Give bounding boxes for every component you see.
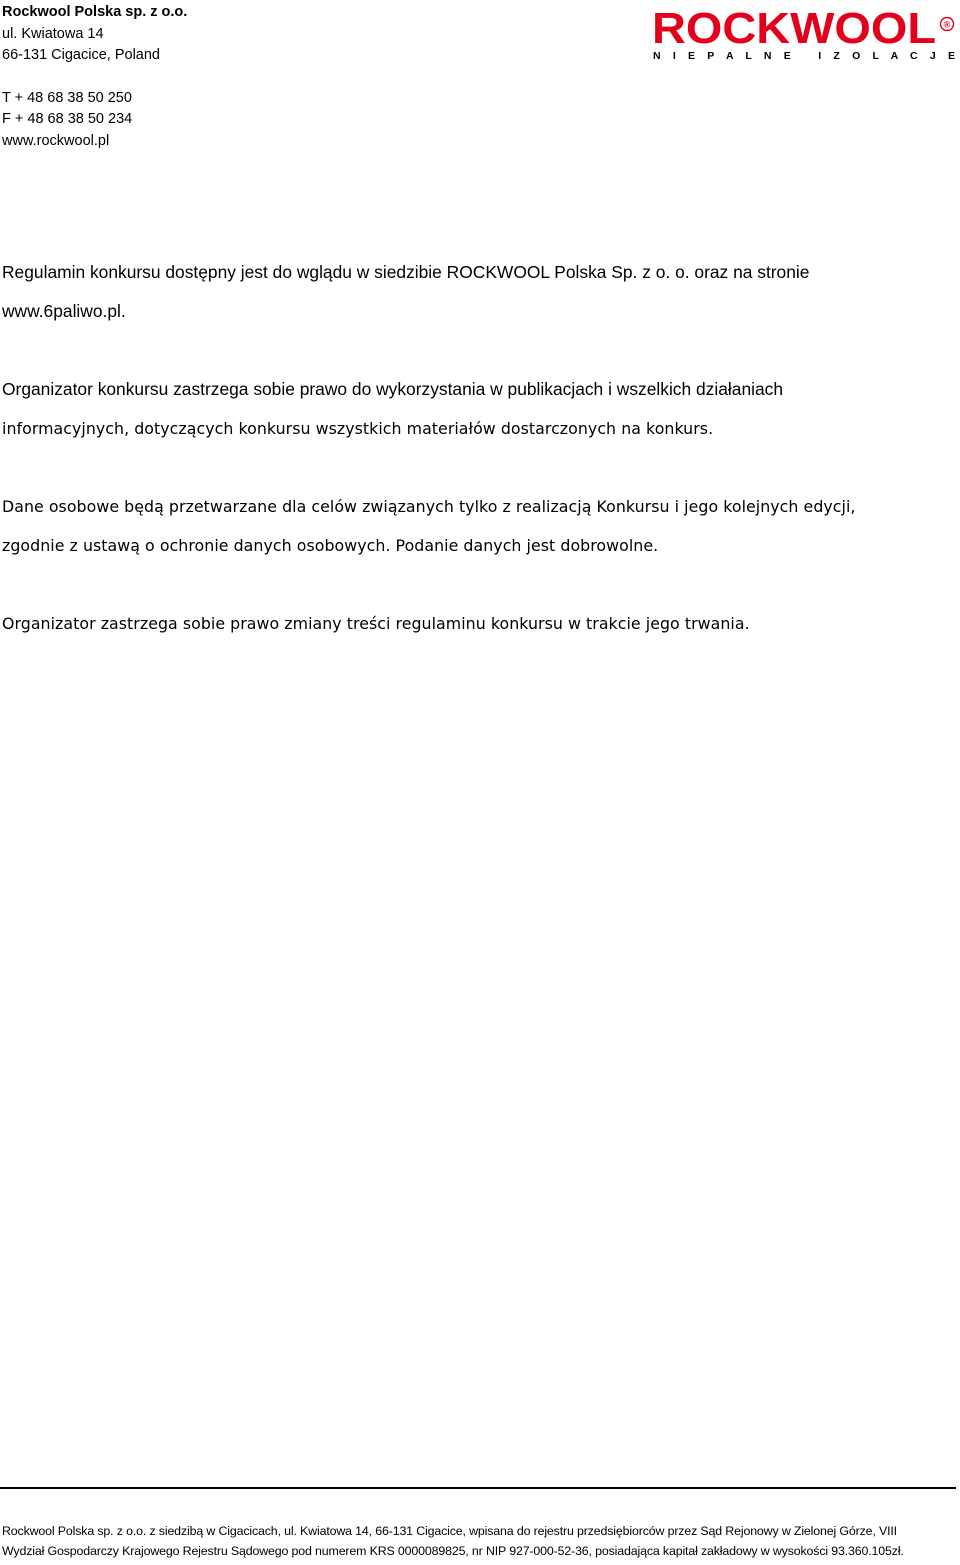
- logo-tagline: N I E P A L N E I Z O L A C J E: [653, 50, 955, 62]
- footer-divider: [0, 1487, 956, 1489]
- paragraph-line: Organizator konkursu zastrzega sobie prawo do wykorzystania w publikacjach i wszelkich działaniach: [2, 379, 784, 399]
- paragraph-personal-data: [2, 487, 952, 565]
- paragraph-line: informacyjnych, dotyczących konkursu wszystkich materiałów dostarczonych na konkurs.: [2, 419, 714, 438]
- paragraph-rules-changes: [2, 604, 952, 643]
- company-city: 66-131 Cigacice, Poland: [2, 47, 160, 63]
- registered-mark: ®: [943, 19, 951, 30]
- logo-wordmark: ROCKWOOL: [652, 8, 936, 53]
- paragraph-line: www.6paliwo.pl.: [2, 301, 126, 321]
- rockwool-logo-svg: [652, 8, 957, 62]
- company-name: Rockwool Polska sp. z o.o.: [2, 4, 188, 20]
- company-fax: F + 48 68 38 50 234: [2, 111, 133, 127]
- footer-line: Wydział Gospodarczy Krajowego Rejestru Sądowego pod numerem KRS 0000089825, nr NIP 927-000-52-36, posiadająca kapitał zakładowy w wysokości 93.360.105zł.: [2, 1544, 904, 1558]
- footer-line: Rockwool Polska sp. z o.o. z siedzibą w Cigacicach, ul. Kwiatowa 14, 66-131 Cigacice, wpisana do rejestru przedsiębiorców przez Sąd Rejonowy w Zielonej Górze, VIII: [2, 1524, 897, 1538]
- paragraph-spacer: [2, 331, 952, 370]
- footer-legal-info: [2, 1521, 957, 1561]
- paragraph-line: Organizator zastrzega sobie prawo zmiany treści regulaminu konkursu w trakcie jego trwania.: [2, 614, 750, 633]
- paragraph-line: Regulamin konkursu dostępny jest do wglądu w siedzibie ROCKWOOL Polska Sp. z o. o. oraz na stronie: [2, 262, 810, 282]
- company-address-block: [2, 2, 187, 152]
- paragraph-line: Dane osobowe będą przetwarzane dla celów związanych tylko z realizacją Konkursu i jego kolejnych edycji,: [2, 497, 856, 516]
- rockwool-logo: [652, 8, 957, 62]
- document-body: [2, 253, 952, 643]
- paragraph-materials-usage: [2, 370, 952, 448]
- company-website: www.rockwool.pl: [2, 132, 110, 149]
- paragraph-spacer: [2, 565, 952, 604]
- address-spacer: [2, 67, 187, 88]
- paragraph-rules-availability: [2, 253, 952, 331]
- company-street: ul. Kwiatowa 14: [2, 25, 104, 42]
- paragraph-spacer: [2, 448, 952, 487]
- company-phone: T + 48 68 38 50 250: [2, 89, 132, 106]
- paragraph-line: zgodnie z ustawą o ochronie danych osobowych. Podanie danych jest dobrowolne.: [2, 536, 659, 555]
